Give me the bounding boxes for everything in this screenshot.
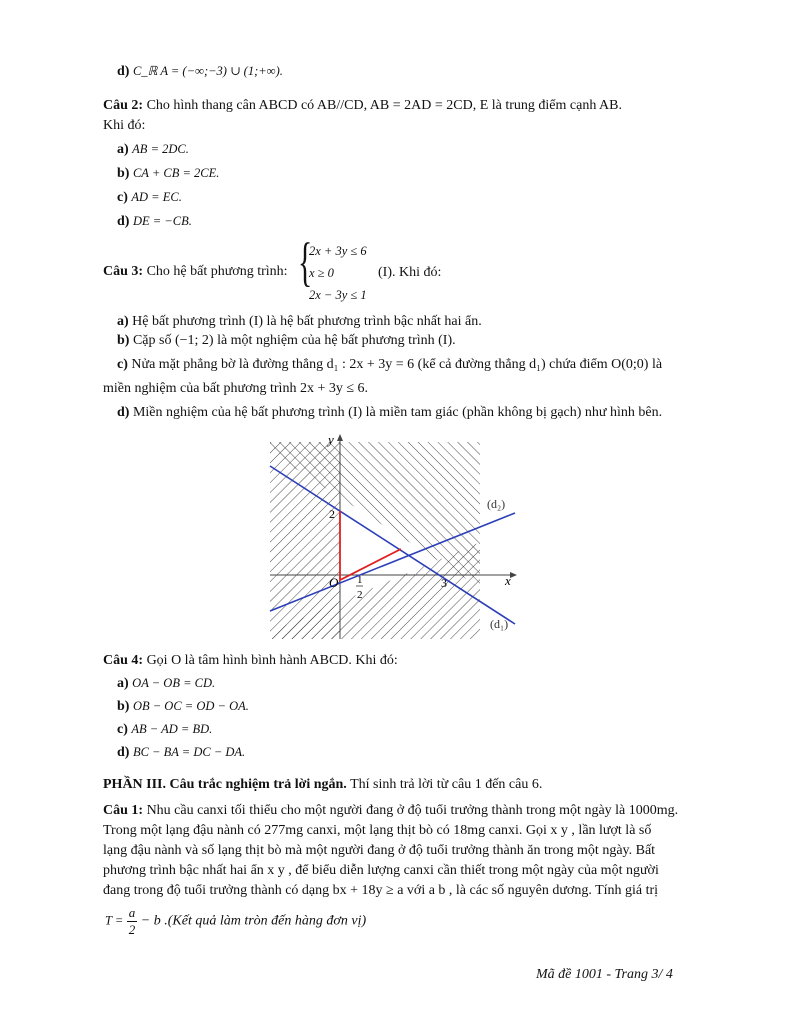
option-label: d) (117, 405, 130, 420)
part3-instructions: Thí sinh trả lời từ câu 1 đến câu 6. (350, 777, 543, 792)
option-text: AB − AD = BD. (131, 722, 213, 736)
question-title: Câu 2: (103, 98, 144, 113)
c2-option-a (117, 140, 189, 159)
option-text: OA − OB = CD. (132, 676, 216, 690)
formula-fraction (127, 905, 138, 938)
option-label: b) (117, 699, 130, 714)
c2-stem-2: Khi đó: (103, 118, 146, 133)
c3-option-a (117, 313, 482, 331)
x-tick-half-den: 2 (357, 589, 363, 601)
question-title: Câu 4: (103, 653, 144, 668)
y-tick-2: 2 (329, 507, 335, 521)
question-stem: Cho hình thang cân ABCD có AB//CD, AB = 2AD = 2CD, E là trung điểm cạnh AB. (146, 98, 623, 113)
question-stem: Gọi O là tâm hình bình hành ABCD. Khi đó: (146, 653, 398, 668)
option-label: d) (117, 64, 130, 79)
c2-option-b (117, 164, 219, 183)
system-line-2: x ≥ 0 (309, 266, 334, 280)
question-title: Câu 1: (103, 803, 144, 818)
page-footer: Mã đề 1001 - Trang 3/ 4 (536, 967, 673, 982)
option-label: b) (117, 166, 130, 181)
origin-label: O (329, 575, 339, 590)
fraction-numerator: a (128, 905, 136, 920)
c3-option-c-cont: miền nghiệm của bất phương trình 2x + 3y ≤ 6. (103, 381, 369, 396)
formula-rest: − b .(Kết quả làm tròn đến hàng đơn vị) (140, 913, 367, 929)
part3-heading (103, 776, 542, 794)
fraction-denominator: 2 (128, 922, 136, 937)
part3-title: PHẦN III. Câu trắc nghiệm trả lời ngắn. (103, 777, 347, 792)
option-text: AD = EC. (131, 190, 182, 204)
option-label: b) (117, 333, 130, 348)
q1-line-2: Trong một lạng đậu nành có 277mg canxi, một lạng thịt bò có 18mg canxi. Gọi x y , lần lượt là số (103, 823, 652, 838)
q1-line-5: đang trong độ tuổi trưởng thành có dạng bx + 18y ≥ a với a b , là các số nguyên dương. Tính giá trị (103, 883, 659, 898)
c3-option-b (117, 332, 456, 350)
q1-line-4: phương trình bậc nhất hai ẩn x y , để biểu diễn lượng canxi cần thiết trong một ngày của một người (103, 863, 659, 878)
option-label: c) (117, 357, 128, 372)
c2-option-d (117, 212, 192, 231)
c2-stem (103, 97, 622, 115)
c3-option-c (117, 356, 662, 374)
c3-option-d (117, 404, 662, 422)
c3-stem (103, 263, 288, 281)
x-tick-3: 3 (441, 576, 447, 590)
question-text: Nhu cầu canxi tối thiểu cho một người đang ở độ tuổi trưởng thành trong một ngày là 1000mg. (146, 803, 679, 818)
c4-stem (103, 652, 398, 670)
system-line-3: 2x − 3y ≤ 1 (309, 288, 367, 302)
formula-lhs: T = (105, 913, 124, 928)
option-label: d) (117, 214, 130, 229)
q1-line-1 (103, 802, 678, 820)
q1-formula (105, 905, 366, 938)
option-text: Hệ bất phương trình (I) là hệ bất phương trình bậc nhất hai ẩn. (132, 314, 482, 329)
c4-option-a (117, 674, 215, 693)
option-text: AB = 2DC. (132, 142, 189, 156)
question-stem: Cho hệ bất phương trình: (146, 264, 288, 279)
q1-line-3: lạng đậu nành và số lạng thịt bò mà một người đang ở độ tuổi trưởng thành ăn trong một ngày. Bất (103, 843, 656, 858)
system-line-1: 2x + 3y ≤ 6 (309, 244, 367, 258)
option-text: Cặp số (−1; 2) là một nghiệm của hệ bất phương trình (I). (132, 333, 456, 348)
x-tick-half-num: 1 (357, 574, 363, 586)
option-label: a) (117, 142, 129, 157)
option-label: c) (117, 722, 128, 737)
option-text: BC − BA = DC − DA. (132, 745, 246, 759)
c1-option-d (117, 62, 283, 81)
y-axis-arrow (337, 434, 343, 441)
option-text: CA + CB = 2CE. (132, 166, 220, 180)
option-label: a) (117, 314, 129, 329)
d2-label: (d₂) (487, 497, 506, 511)
c4-option-d (117, 743, 245, 762)
y-label: y (328, 432, 334, 447)
c4-option-c (117, 720, 212, 739)
c2-option-c (117, 188, 182, 207)
system-brace: { (298, 232, 313, 292)
x-label: x (505, 573, 511, 588)
option-label: d) (117, 745, 130, 760)
inequality-region-figure (265, 428, 525, 643)
c4-option-b (117, 697, 249, 716)
x-axis-arrow (510, 572, 517, 578)
option-text: C_ℝ A = (−∞;−3) ∪ (1;+∞). (132, 64, 283, 78)
option-label: c) (117, 190, 128, 205)
question-title: Câu 3: (103, 264, 144, 279)
option-text: Miền nghiệm của hệ bất phương trình (I) là miền tam giác (phần không bị gạch) như hình bên. (132, 405, 663, 420)
option-label: a) (117, 676, 129, 691)
option-text: Nửa mặt phẳng bờ là đường thẳng d₁ : 2x + 3y = 6 (kể cả đường thẳng d₁) chứa điểm O(0;0) là (131, 357, 663, 372)
option-text: OB − OC = OD − OA. (132, 699, 249, 713)
d1-label: (d₁) (490, 617, 509, 631)
system-tag: (I). Khi đó: (378, 265, 442, 280)
option-text: DE = −CB. (132, 214, 192, 228)
